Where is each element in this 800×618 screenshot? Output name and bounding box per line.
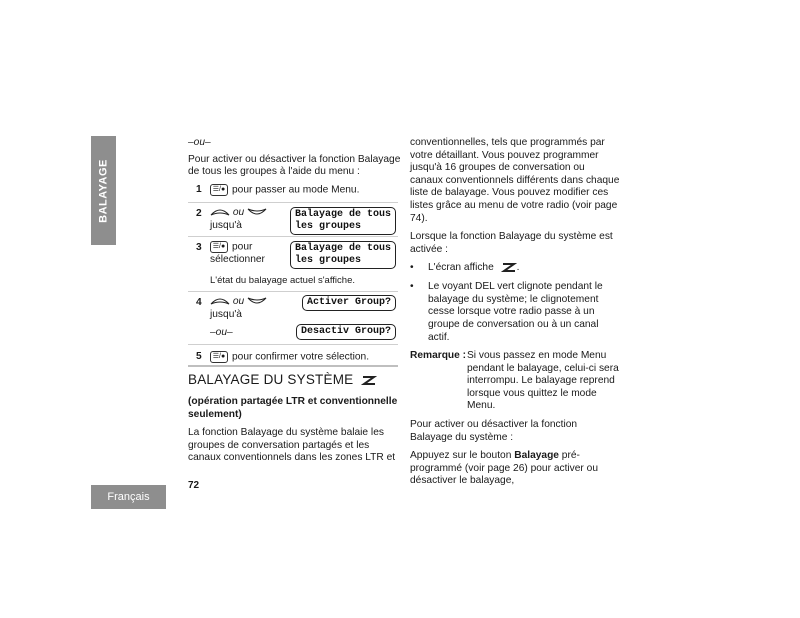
step-text: pour	[232, 241, 253, 253]
bullet-text: Le voyant DEL vert clignote pendant le balayage du système; le clignotement cesse lorsque votre radio passe à un groupe de conversation ou à un canal actif.	[428, 281, 603, 343]
or-word: ou	[232, 296, 245, 307]
language-tab: Français	[91, 485, 166, 509]
rocker-up-icon	[210, 296, 230, 306]
or-word: ou	[232, 207, 245, 218]
body-paragraph: Appuyez sur le bouton Balayage pré-programmé (voir page 26) pour activer ou désactiver le balayage,	[410, 450, 598, 487]
rocker-up-icon	[210, 207, 230, 217]
scan-icon	[361, 375, 377, 386]
remark-text: Si vous passez en mode Menu pendant le balayage, celui-ci sera interrompu. Le balayage reprend lorsque vous quittez le mode Menu.	[467, 350, 619, 412]
intro-paragraph: Pour activer ou désactiver la fonction Balayage de tous les groupes à l'aide du menu :	[188, 153, 401, 178]
rocker-down-icon	[247, 207, 267, 217]
lcd-line: les groupes	[294, 255, 361, 266]
steps-bottom-rule	[188, 365, 398, 367]
lcd-display	[290, 241, 396, 269]
step-2	[188, 202, 398, 236]
rocker-down-icon	[247, 296, 267, 306]
lcd-line: Balayage de tous	[294, 243, 391, 254]
body-paragraph: Pour activer ou désactiver la fonction Balayage du système :	[410, 419, 578, 443]
right-column	[410, 137, 620, 488]
lcd-display	[302, 295, 396, 311]
step-text: sélectionner	[210, 254, 265, 266]
lcd-line: les groupes	[294, 221, 361, 232]
step-text: pour confirmer votre sélection.	[232, 351, 370, 363]
scan-icon	[501, 262, 517, 273]
step-number: 5	[196, 351, 202, 362]
section-side-tab-label: BALAYAGE	[97, 158, 110, 223]
step-1	[188, 179, 398, 202]
lcd-display	[296, 324, 396, 340]
subheading: (opération partagée LTR et conventionnelle seulement)	[188, 396, 398, 420]
step-4	[188, 291, 398, 344]
lcd-line: Desactiv Group?	[300, 326, 391, 337]
body-paragraph: Lorsque la fonction Balayage du système est activée :	[410, 231, 613, 255]
menu-key-icon: ☰/●	[210, 241, 228, 253]
lcd-line: Activer Group?	[306, 297, 391, 308]
bullet-text: L'écran affiche	[428, 262, 494, 274]
menu-steps	[188, 179, 398, 369]
section-heading-text: BALAYAGE DU SYSTÈME	[188, 372, 354, 387]
lcd-line: Balayage de tous	[294, 209, 391, 220]
section-heading	[188, 374, 377, 387]
remark-label: Remarque :	[410, 350, 467, 362]
bullet-item: • L'écran affiche .	[410, 262, 520, 274]
or-separator: –ou–	[210, 327, 233, 339]
left-column-intro	[188, 137, 402, 179]
or-separator: –ou–	[188, 137, 211, 148]
step-note: L'état du balayage actuel s'affiche.	[210, 274, 356, 286]
step-number: 2	[196, 208, 202, 219]
bullet-item: • Le voyant DEL vert clignote pendant le balayage du système; le clignotement cesse lorsque votre radio passe à un groupe de conversation ou à un canal actif.	[410, 281, 603, 343]
step-3	[188, 236, 398, 291]
body-paragraph: La fonction Balayage du système balaie les groupes de conversation partagés et les canaux conventionnels dans les zones LTR et	[188, 427, 396, 464]
step-number: 4	[196, 297, 202, 308]
button-name: Balayage	[514, 450, 559, 462]
step-text: jusqu'à	[210, 219, 242, 231]
lcd-display	[290, 207, 396, 235]
step-text: pour passer au mode Menu.	[232, 184, 360, 196]
menu-key-icon: ☰/●	[210, 184, 228, 196]
section-side-tab	[91, 136, 116, 245]
menu-key-icon: ☰/●	[210, 351, 228, 363]
remark-block	[410, 350, 620, 413]
step-number: 1	[196, 184, 202, 195]
page-number: 72	[188, 480, 200, 491]
step-number: 3	[196, 242, 202, 253]
body-paragraph: conventionnelles, tels que programmés par votre détaillant. Vous pouvez programmer jusqu'à 16 groupes de conversation ou canaux conventionnels différents dans chaque liste de balayage. Vous pouvez modifier ces listes grâce au menu de votre radio (voir page 74).	[410, 137, 620, 224]
step-text: jusqu'à	[210, 308, 242, 320]
left-column-body	[188, 396, 400, 465]
